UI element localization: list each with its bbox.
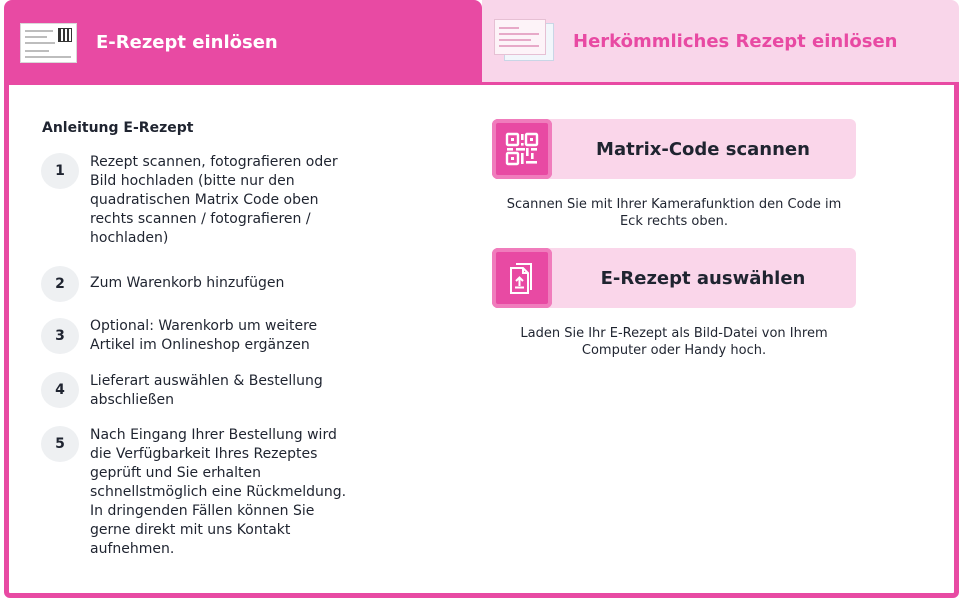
select-e-rezept-label: E-Rezept auswählen <box>600 267 806 289</box>
scan-matrix-code-label: Matrix-Code scannen <box>596 138 810 160</box>
guide-step <box>41 266 352 302</box>
qr-code-icon <box>492 119 552 179</box>
guide-step <box>41 372 352 410</box>
tab-herkoemmliches-rezept[interactable] <box>482 0 959 82</box>
file-upload-icon <box>492 248 552 308</box>
step-text: Lieferart auswählen & Bestellung abschließen <box>90 373 323 408</box>
step-number: 3 <box>41 318 79 354</box>
step-text: Optional: Warenkorb um weitere Artikel im Onlineshop ergänzen <box>90 318 318 353</box>
step-number: 1 <box>41 153 79 189</box>
e-rezept-thumbnail <box>20 23 77 63</box>
scan-matrix-code-button[interactable] <box>492 119 856 179</box>
guide-step <box>41 426 352 559</box>
step-number: 2 <box>41 266 79 302</box>
step-text: Nach Eingang Ihrer Bestellung wird die Verfügbarkeit Ihres Rezeptes geprüft und Sie erhalten schnellstmöglich eine Rückmeldung. In dringenden Fällen können Sie gerne direkt mit uns Kontakt aufnehmen. <box>90 427 347 557</box>
guide-heading: Anleitung E-Rezept <box>42 120 194 136</box>
tab-e-rezept[interactable] <box>4 0 482 85</box>
paper-prescription-thumbnail <box>494 19 556 63</box>
step-number: 4 <box>41 372 79 408</box>
tab-herkoemmliches-rezept-label: Herkömmliches Rezept einlösen <box>573 30 898 52</box>
step-number: 5 <box>41 426 79 462</box>
select-e-rezept-button[interactable] <box>492 248 856 308</box>
guide-step <box>41 317 352 355</box>
upload-description: Laden Sie Ihr E-Rezept als Bild-Datei von Ihrem Computer oder Handy hoch. <box>520 326 828 358</box>
scan-description: Scannen Sie mit Ihrer Kamerafunktion den Code im Eck rechts oben. <box>506 197 842 229</box>
step-text: Zum Warenkorb hinzufügen <box>90 275 285 291</box>
tab-e-rezept-label: E-Rezept einlösen <box>96 32 278 53</box>
step-text: Rezept scannen, fotografieren oder Bild hochladen (bitte nur den quadratischen Matrix Code oben rechts scannen / fotografieren / hochladen) <box>90 154 338 246</box>
guide-step <box>41 153 352 248</box>
